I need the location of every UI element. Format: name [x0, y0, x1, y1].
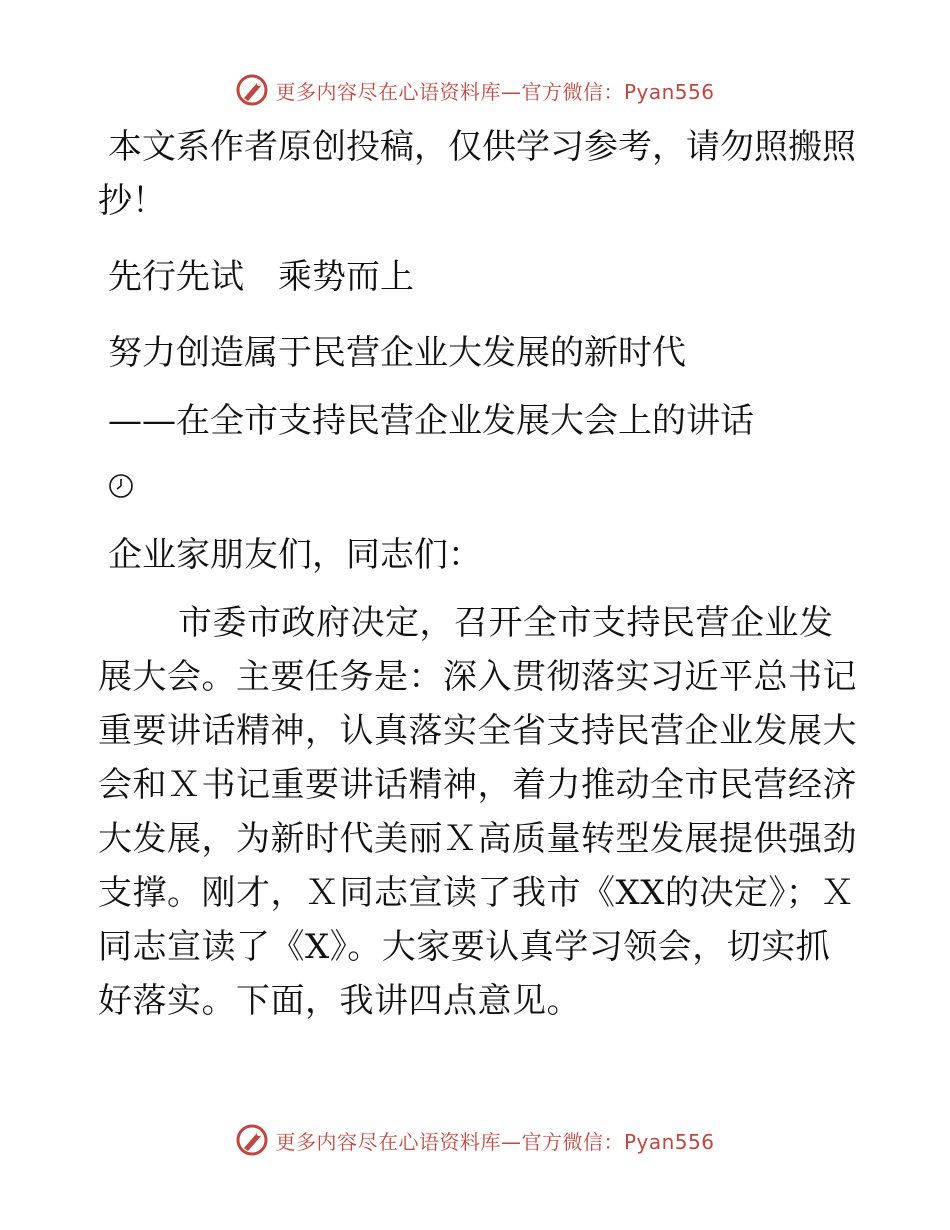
- clock-icon: [108, 473, 134, 499]
- title-line-2: 努力创造属于民营企业大发展的新时代: [108, 333, 686, 373]
- pen-logo-icon: [235, 73, 269, 107]
- watermark-text: 更多内容尽在心语资料库—官方微信：Pyan556: [275, 79, 715, 104]
- pen-logo-icon: [235, 1123, 269, 1157]
- notice-text: 本文系作者原创投稿，仅供学习参考，请勿照搬照抄！: [98, 127, 856, 221]
- watermark-text: 更多内容尽在心语资料库—官方微信：Pyan556: [275, 1129, 715, 1154]
- document-body: [98, 120, 858, 1028]
- subtitle: ——在全市支持民营企业发展大会上的讲话: [108, 401, 754, 441]
- title-line-1: 先行先试 乘势而上: [108, 257, 414, 297]
- watermark-header: [0, 70, 950, 110]
- paragraph-1: 市委市政府决定，召开全市支持民营企业发展大会。主要任务是：深入贯彻落实习近平总书记重要讲话精神，认真落实全省支持民营企业发展大会和Ｘ书记重要讲话精神，着力推动全市民营经济大发展，为新时代美丽Ｘ高质量转型发展提供强劲支撑。刚才，Ｘ同志宣读了我市《XX的决定》；Ｘ同志宣读了《X》。大家要认真学习领会，切实抓好落实。下面，我讲四点意见。: [98, 603, 857, 1021]
- salutation: 企业家朋友们，同志们：: [108, 535, 482, 575]
- watermark-footer: [0, 1120, 950, 1160]
